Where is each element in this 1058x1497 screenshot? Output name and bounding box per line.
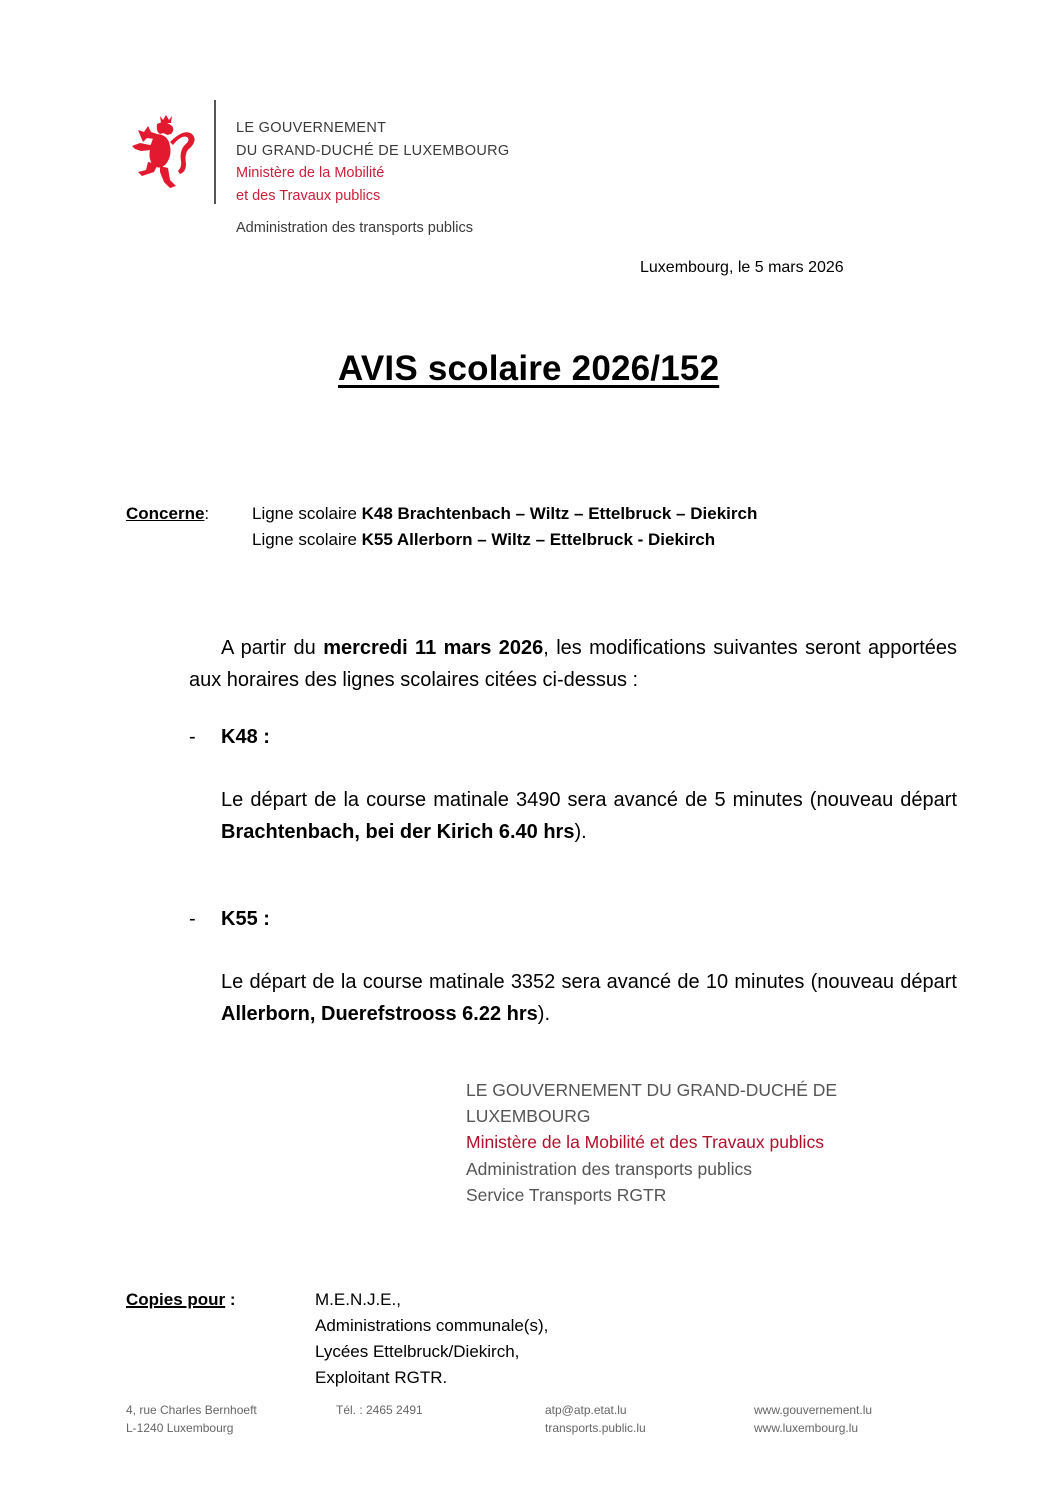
concerne-route: K48 Brachtenbach – Wiltz – Ettelbruck – Diekirch [361, 504, 758, 523]
item-text: Le départ de la course matinale 3352 sera avancé de 10 minutes (nouveau départ [221, 971, 957, 993]
signature-line2: LUXEMBOURG [466, 1106, 591, 1126]
concerne-line-k48 [252, 504, 757, 524]
signature-service: Service Transports RGTR [466, 1185, 667, 1205]
item-new-departure: Brachtenbach, bei der Kirich 6.40 hrs [221, 821, 575, 843]
concerne-prefix: Ligne scolaire [252, 504, 362, 523]
item-new-departure: Allerborn, Duerefstrooss 6.22 hrs [221, 1003, 538, 1025]
header-ministry-line2: et des Travaux publics [236, 188, 381, 204]
item-text-end: ). [574, 821, 587, 843]
footer-transports-link[interactable]: transports.public.lu [545, 1421, 646, 1435]
concerne-line-k55 [252, 530, 715, 550]
footer-address-line2: L-1240 Luxembourg [126, 1421, 234, 1435]
item-body-k55 [221, 966, 957, 1030]
page-title: AVIS scolaire 2026/152 [338, 349, 720, 388]
header-divider [214, 100, 216, 204]
concerne-prefix: Ligne scolaire [252, 530, 362, 549]
copies-recipient: M.E.N.J.E., [315, 1290, 401, 1309]
item-body-k48 [221, 784, 957, 848]
copies-recipient: Lycées Ettelbruck/Diekirch, [315, 1342, 520, 1361]
intro-post: , les modifications suivantes seront apportées aux horaires des lignes scolaires citées ci-dessus : [189, 637, 958, 691]
copies-colon: : [225, 1290, 236, 1309]
item-label-k48: K48 : [221, 726, 270, 748]
item-text-end: ). [537, 1003, 550, 1025]
footer-address-line1: 4, rue Charles Bernhoeft [126, 1403, 257, 1417]
header-ministry-line1: Ministère de la Mobilité [236, 165, 385, 181]
footer-email-link[interactable]: atp@atp.etat.lu [545, 1403, 627, 1417]
intro-pre: A partir du [221, 637, 324, 659]
item-text: Le départ de la course matinale 3490 sera avancé de 5 minutes (nouveau départ [221, 789, 957, 811]
list-dash: - [189, 908, 196, 930]
copies-recipient: Administrations communale(s), [315, 1316, 549, 1335]
concerne-label [126, 504, 209, 524]
signature-line1: LE GOUVERNEMENT DU GRAND-DUCHÉ DE [466, 1080, 838, 1100]
footer-gouvernement-link[interactable]: www.gouvernement.lu [754, 1403, 873, 1417]
lion-logo-icon [130, 112, 200, 192]
concerne-colon: : [204, 504, 210, 523]
header-administration: Administration des transports publics [236, 220, 473, 236]
footer-luxembourg-link[interactable]: www.luxembourg.lu [754, 1421, 859, 1435]
document-date: Luxembourg, le 5 mars 2026 [640, 259, 844, 276]
copies-label-text: Copies pour [126, 1290, 226, 1309]
footer-phone: Tél. : 2465 2491 [336, 1403, 423, 1417]
signature-ministry: Ministère de la Mobilité et des Travaux publics [466, 1132, 824, 1152]
header-gov-line2: DU GRAND-DUCHÉ DE LUXEMBOURG [236, 143, 510, 159]
signature-administration: Administration des transports publics [466, 1159, 752, 1179]
item-label-k55: K55 : [221, 908, 270, 930]
concerne-route: K55 Allerborn – Wiltz – Ettelbruck - Diekirch [361, 530, 716, 549]
concerne-label-text: Concerne [126, 504, 205, 523]
header-gov-line1: LE GOUVERNEMENT [236, 120, 387, 136]
list-dash: - [189, 726, 196, 748]
intro-paragraph [189, 632, 957, 696]
intro-date: mercredi 11 mars 2026 [323, 637, 544, 659]
copies-label [126, 1290, 236, 1310]
copies-recipient: Exploitant RGTR. [315, 1368, 448, 1387]
